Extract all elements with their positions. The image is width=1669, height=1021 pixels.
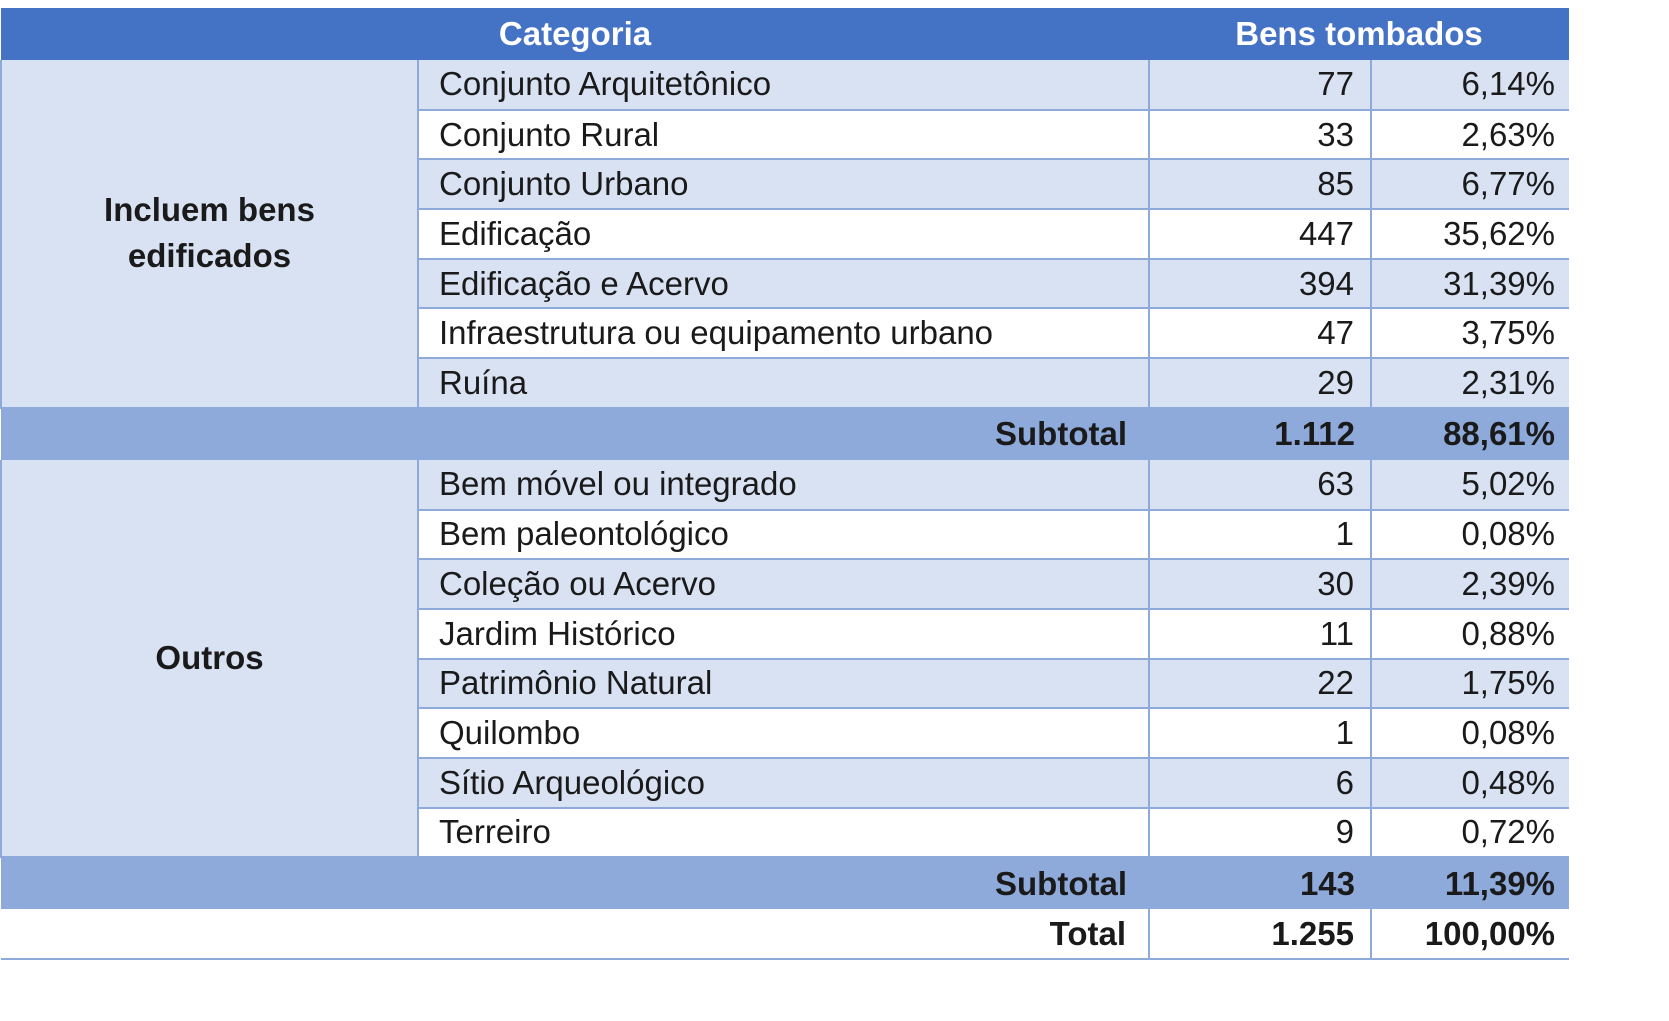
count-cell: 77 — [1149, 60, 1371, 110]
category-name-cell: Conjunto Rural — [418, 110, 1149, 160]
table-body — [1, 60, 1569, 959]
category-name-cell: Infraestrutura ou equipamento urbano — [418, 308, 1149, 358]
category-name-cell: Conjunto Arquitetônico — [418, 60, 1149, 110]
percent-cell: 0,08% — [1371, 708, 1569, 758]
category-name-cell: Edificação — [418, 209, 1149, 259]
header-row — [1, 8, 1569, 60]
subtotal-percent-cell: 88,61% — [1371, 408, 1569, 460]
total-label-cell: Total — [1, 909, 1149, 959]
category-table — [0, 8, 1569, 960]
count-cell: 33 — [1149, 110, 1371, 160]
category-name-cell: Bem paleontológico — [418, 510, 1149, 560]
count-cell: 22 — [1149, 659, 1371, 709]
count-cell: 447 — [1149, 209, 1371, 259]
category-name-cell: Ruína — [418, 358, 1149, 408]
percent-cell: 2,31% — [1371, 358, 1569, 408]
category-name-cell: Bem móvel ou integrado — [418, 460, 1149, 510]
count-cell: 30 — [1149, 559, 1371, 609]
subtotal-label-cell: Subtotal — [1, 857, 1149, 909]
category-name-cell: Sítio Arqueológico — [418, 758, 1149, 808]
header-categoria: Categoria — [1, 8, 1149, 60]
count-cell: 29 — [1149, 358, 1371, 408]
category-name-cell: Coleção ou Acervo — [418, 559, 1149, 609]
category-name-cell: Jardim Histórico — [418, 609, 1149, 659]
percent-cell: 3,75% — [1371, 308, 1569, 358]
percent-cell: 1,75% — [1371, 659, 1569, 709]
category-name-cell: Edificação e Acervo — [418, 259, 1149, 309]
category-name-cell: Conjunto Urbano — [418, 159, 1149, 209]
table-row — [1, 60, 1569, 110]
category-name-cell: Terreiro — [418, 808, 1149, 858]
count-cell: 1 — [1149, 708, 1371, 758]
group-label-cell: Incluem bens edificados — [1, 60, 418, 408]
percent-cell: 6,14% — [1371, 60, 1569, 110]
percent-cell: 6,77% — [1371, 159, 1569, 209]
table-row — [1, 460, 1569, 510]
count-cell: 47 — [1149, 308, 1371, 358]
percent-cell: 0,08% — [1371, 510, 1569, 560]
percent-cell: 0,72% — [1371, 808, 1569, 858]
percent-cell: 35,62% — [1371, 209, 1569, 259]
percent-cell: 2,39% — [1371, 559, 1569, 609]
percent-cell: 0,88% — [1371, 609, 1569, 659]
count-cell: 9 — [1149, 808, 1371, 858]
count-cell: 6 — [1149, 758, 1371, 808]
total-percent-cell: 100,00% — [1371, 909, 1569, 959]
count-cell: 85 — [1149, 159, 1371, 209]
subtotal-count-cell: 1.112 — [1149, 408, 1371, 460]
count-cell: 1 — [1149, 510, 1371, 560]
count-cell: 63 — [1149, 460, 1371, 510]
category-name-cell: Quilombo — [418, 708, 1149, 758]
category-table-container — [0, 8, 1568, 960]
total-row — [1, 909, 1569, 959]
total-count-cell: 1.255 — [1149, 909, 1371, 959]
category-name-cell: Patrimônio Natural — [418, 659, 1149, 709]
subtotal-percent-cell: 11,39% — [1371, 857, 1569, 909]
subtotal-row — [1, 408, 1569, 460]
percent-cell: 5,02% — [1371, 460, 1569, 510]
group-label-cell: Outros — [1, 460, 418, 858]
header-bens-tombados: Bens tombados — [1149, 8, 1569, 60]
percent-cell: 0,48% — [1371, 758, 1569, 808]
subtotal-count-cell: 143 — [1149, 857, 1371, 909]
count-cell: 11 — [1149, 609, 1371, 659]
percent-cell: 2,63% — [1371, 110, 1569, 160]
percent-cell: 31,39% — [1371, 259, 1569, 309]
count-cell: 394 — [1149, 259, 1371, 309]
subtotal-label-cell: Subtotal — [1, 408, 1149, 460]
subtotal-row — [1, 857, 1569, 909]
